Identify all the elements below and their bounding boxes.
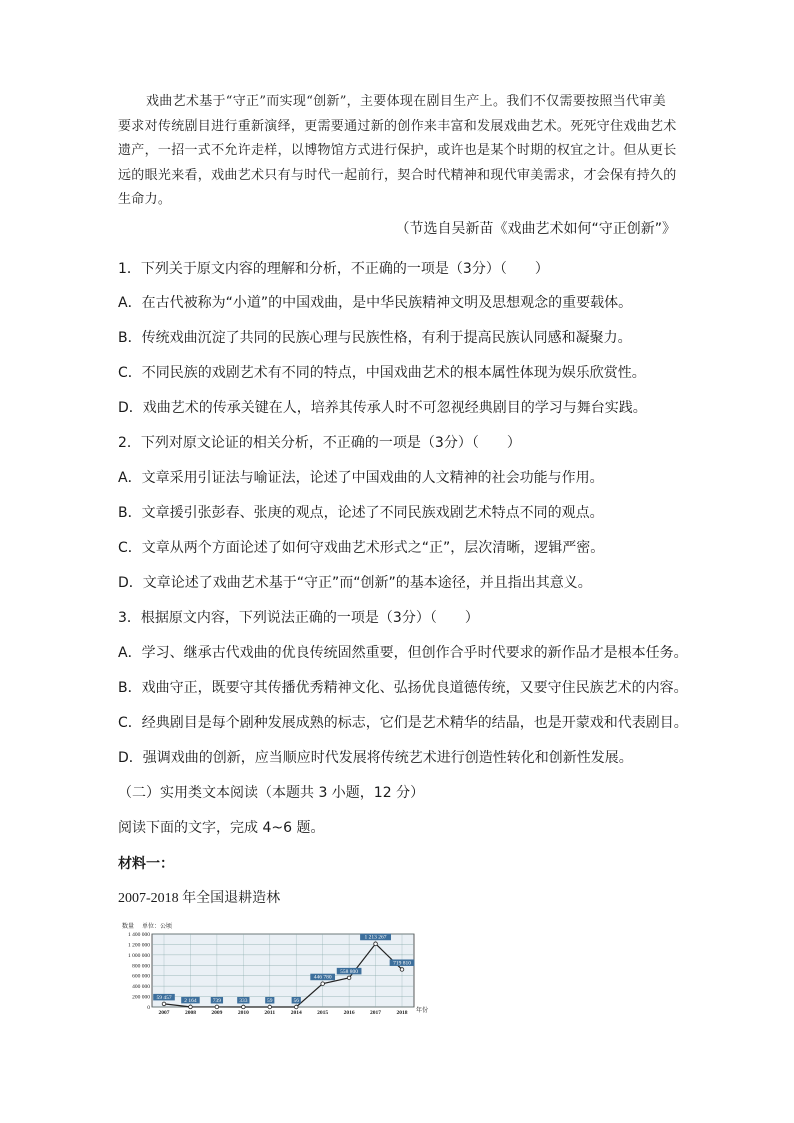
question-1-option-c[interactable]: C．不同民族的戏剧艺术有不同的特点，中国戏曲艺术的根本属性体现为娱乐欣赏性。 xyxy=(118,365,646,381)
y-tick-label: 200 000 xyxy=(132,994,150,1001)
question-3-stem: 3．根据原文内容，下列说法正确的一项是（3分）（ ） xyxy=(118,610,479,626)
question-1-option-b[interactable]: B．传统戏曲沉淀了共同的民族心理与民族性格，有利于提高民族认同感和凝聚力。 xyxy=(118,330,632,346)
data-label: 719 810 xyxy=(393,960,411,967)
data-label: 1 213 267 xyxy=(364,934,387,941)
y-axis-label: 数量 xyxy=(122,924,135,930)
x-axis-label: 年份 xyxy=(416,1008,429,1014)
y-tick-label: 1 200 000 xyxy=(128,942,150,949)
question-3-option-c[interactable]: C．经典剧目是每个剧种发展成熟的标志，它们是艺术精华的结晶，也是开蒙戏和代表剧目。 xyxy=(118,715,688,731)
data-label: 59 xyxy=(267,997,273,1004)
question-1-stem: 1．下列关于原文内容的理解和分析，不正确的一项是（3分）（ ） xyxy=(118,261,549,277)
data-point xyxy=(242,1005,246,1009)
section-instruction: 阅读下面的文字，完成 4~6 题。 xyxy=(118,820,325,836)
y-tick-label: 400 000 xyxy=(132,984,150,991)
data-point xyxy=(268,1005,272,1009)
reforestation-line-chart xyxy=(118,918,436,1023)
y-tick-label: 600 000 xyxy=(132,973,150,980)
question-3-option-b[interactable]: B．戏曲守正，既要守其传播优秀精神文化、弘扬优良道德传统，又要守住民族艺术的内容。 xyxy=(118,680,688,696)
section-heading: （二）实用类文本阅读（本题共 3 小题，12 分） xyxy=(118,785,425,801)
data-point xyxy=(347,976,351,980)
data-label: 59 457 xyxy=(156,994,172,1001)
question-3-option-a[interactable]: A．学习、继承古代戏曲的优良传统固然重要，但创作合乎时代要求的新作品才是根本任务。 xyxy=(118,645,688,661)
chart-caption: 2007-2018 年全国退耕造林 xyxy=(118,891,281,906)
unit-label: 单位：公顷 xyxy=(142,924,173,930)
y-tick-label: 0 xyxy=(147,1005,150,1011)
x-tick-label: 2018 xyxy=(396,1010,408,1016)
x-tick-label: 2007 xyxy=(158,1010,170,1016)
question-2-option-a[interactable]: A．文章采用引证法与喻证法，论述了中国戏曲的人文精神的社会功能与作用。 xyxy=(118,470,604,486)
x-tick-label: 2009 xyxy=(211,1010,223,1016)
x-tick-label: 2011 xyxy=(264,1010,276,1016)
question-3-option-d[interactable]: D．强调戏曲的创新，应当顺应时代发展将传统艺术进行创造性转化和创新性发展。 xyxy=(118,750,633,766)
y-tick-label: 1 400 000 xyxy=(128,932,150,938)
data-point xyxy=(162,1002,166,1006)
passage-source: （节选自吴新苗《戏曲艺术如何“守正创新”》 xyxy=(395,221,676,237)
material-label: 材料一： xyxy=(118,856,174,872)
y-tick-label: 800 000 xyxy=(132,963,150,970)
question-2-stem: 2．下列对原文论证的相关分析，不正确的一项是（3分）（ ） xyxy=(118,435,521,451)
y-tick-label: 1 000 000 xyxy=(128,952,150,959)
x-tick-label: 2016 xyxy=(343,1010,355,1016)
passage-paragraph: 戏曲艺术基于“守正”而实现“创新”，主要体现在剧目生产上。我们不仅需要按照当代审美要求对传统剧目进行重新演绎，更需要通过新的创作来丰富和发展戏曲艺术。死死守住戏曲艺术遗产，一招一式不允许走样，以博物馆方式进行保护，或许也是某个时期的权宜之计。但从更长远的眼光来看，戏曲艺术只有与时代一起前行，契合时代精神和现代审美需求，才会保有持久的生命力。 xyxy=(118,94,677,207)
question-1-option-a[interactable]: A．在古代被称为“小道”的中国戏曲，是中华民族精神文明及思想观念的重要载体。 xyxy=(118,295,633,311)
x-tick-label: 2014 xyxy=(290,1010,302,1016)
data-point xyxy=(374,942,378,946)
question-1-option-d[interactable]: D．戏曲艺术的传承关键在人，培养其传承人时不可忽视经典剧目的学习与舞台实践。 xyxy=(118,400,647,416)
data-point xyxy=(215,1005,219,1009)
x-axis-ticks xyxy=(159,1010,408,1016)
data-label: 56 xyxy=(293,997,299,1004)
x-tick-label: 2008 xyxy=(184,1010,196,1016)
data-point xyxy=(321,982,325,986)
data-point xyxy=(189,1005,193,1009)
data-label: 558 800 xyxy=(340,968,359,975)
x-tick-label: 2010 xyxy=(237,1010,249,1016)
data-label: 739 xyxy=(212,997,222,1004)
data-point xyxy=(294,1005,298,1009)
data-label: 333 xyxy=(239,997,248,1004)
data-point xyxy=(400,968,404,972)
data-label: 446 780 xyxy=(313,974,332,981)
x-tick-label: 2015 xyxy=(317,1010,329,1016)
question-2-option-d[interactable]: D．文章论述了戏曲艺术基于“守正”而“创新”的基本途径，并且指出其意义。 xyxy=(118,575,592,591)
y-axis-ticks xyxy=(128,932,150,1011)
x-tick-label: 2017 xyxy=(370,1010,382,1016)
question-2-option-b[interactable]: B．文章援引张彭春、张庚的观点，论述了不同民族戏剧艺术特点不同的观点。 xyxy=(118,505,604,521)
question-2-option-c[interactable]: C．文章从两个方面论述了如何守戏曲艺术形式之“正”，层次清晰，逻辑严密。 xyxy=(118,540,605,556)
data-label: 2 164 xyxy=(184,997,197,1004)
